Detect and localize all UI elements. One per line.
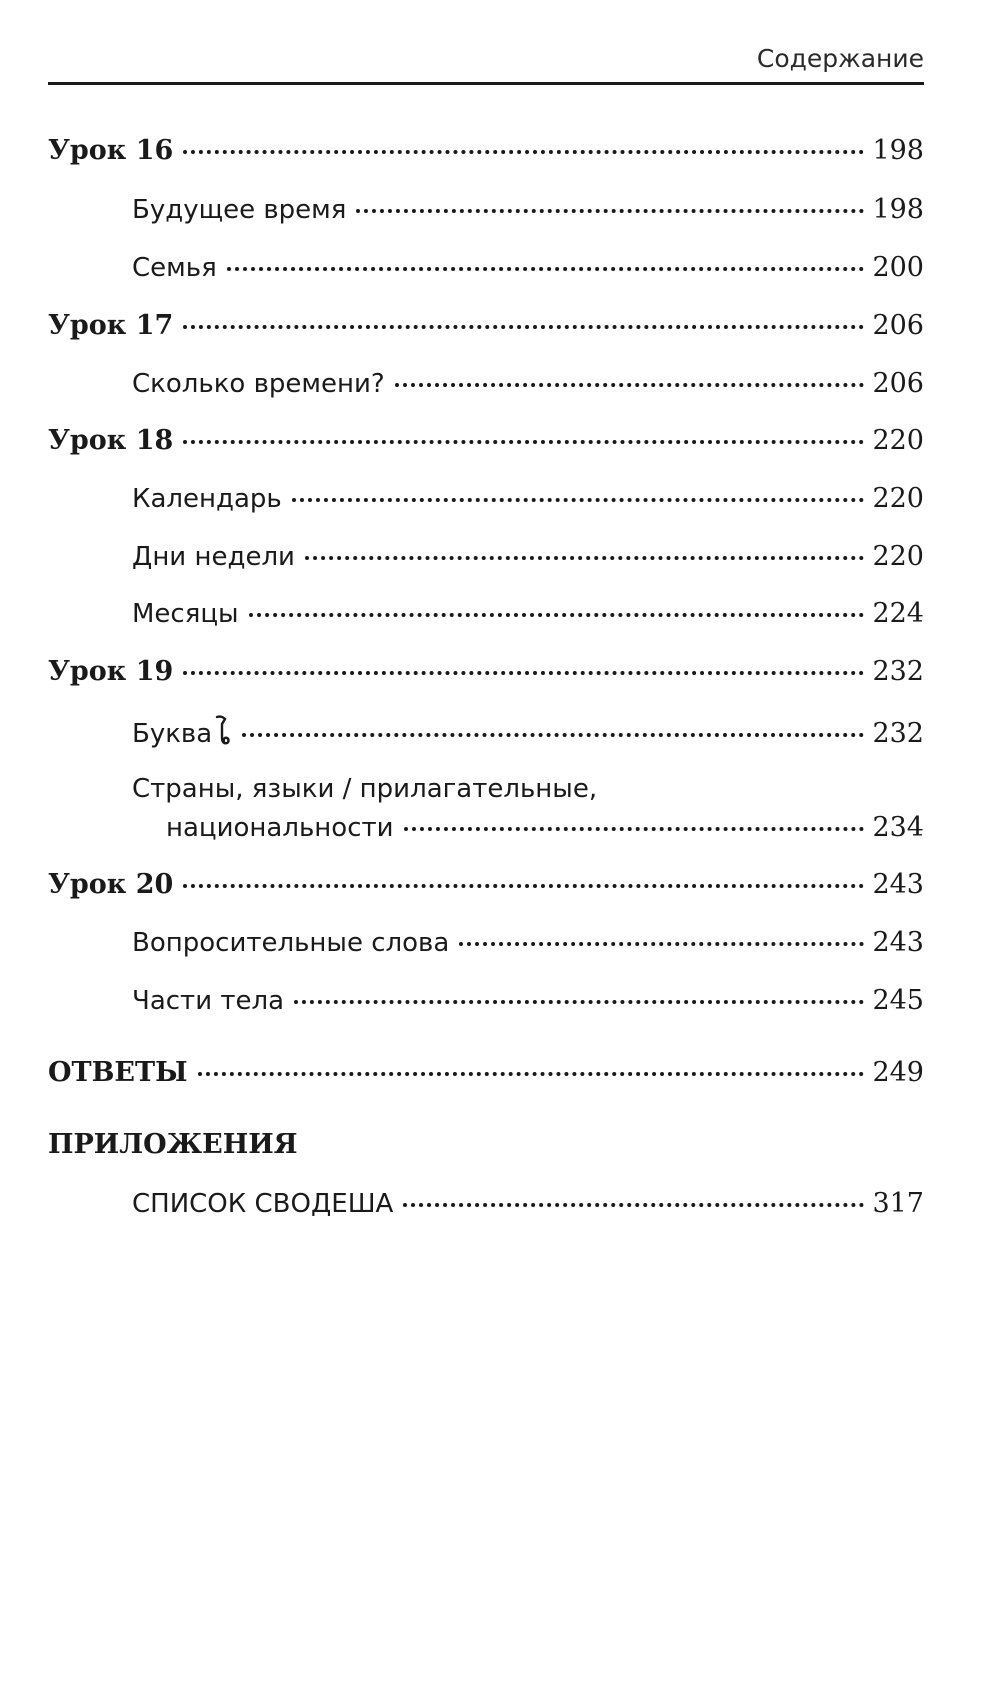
- toc-entry-label: ОТВЕТЫ: [48, 1057, 188, 1088]
- toc-entry-answers[interactable]: [48, 1056, 924, 1090]
- dot-leader: [242, 733, 864, 737]
- toc-entry-page: 243: [872, 869, 924, 900]
- toc-entry-label: национальности: [166, 813, 394, 843]
- dot-leader: [227, 267, 865, 271]
- toc-entry-label: Урок 16: [48, 135, 174, 166]
- toc-section-appendices[interactable]: ПРИЛОЖЕНИЯ: [48, 1129, 298, 1160]
- dot-leader: [404, 827, 865, 831]
- toc-entry-page: 317: [872, 1188, 924, 1219]
- toc-entry-page: 220: [872, 541, 924, 572]
- toc-entry-page: 206: [872, 310, 924, 341]
- toc-entry-page: 220: [872, 425, 924, 456]
- toc-entry-label: Урок 17: [48, 310, 174, 341]
- toc-entry-countries[interactable]: [166, 811, 924, 845]
- toc-entry-lesson-18[interactable]: [48, 424, 924, 458]
- toc-entry-lesson-17[interactable]: [48, 309, 924, 343]
- dot-leader: [183, 884, 864, 888]
- toc-entry-months[interactable]: [132, 597, 924, 631]
- dot-leader: [356, 209, 864, 213]
- dot-leader: [395, 383, 865, 387]
- toc-entry-future-tense[interactable]: [132, 193, 924, 227]
- toc-entry-calendar[interactable]: [132, 482, 924, 516]
- dot-leader: [183, 671, 864, 675]
- toc-entry-page: 220: [872, 483, 924, 514]
- toc-entry-label: Семья: [132, 253, 217, 283]
- toc-entry-question-words[interactable]: [132, 926, 924, 960]
- toc-entry-lesson-20[interactable]: [48, 868, 924, 902]
- toc-entry-weekdays[interactable]: [132, 540, 924, 574]
- toc-entry-label: Вопросительные слова: [132, 928, 450, 958]
- toc-entry-lesson-19[interactable]: [48, 655, 924, 689]
- dot-leader: [305, 556, 864, 560]
- toc-entry-label: Сколько времени?: [132, 369, 385, 399]
- toc-entry-lesson-16[interactable]: [48, 134, 924, 168]
- toc-entry-body-parts[interactable]: [132, 984, 924, 1018]
- toc-entry-page: 234: [872, 812, 924, 843]
- toc-entry-label: Урок 19: [48, 656, 174, 687]
- toc-entry-label: Дни недели: [132, 542, 295, 572]
- dot-leader: [459, 942, 864, 946]
- toc-entry-page: 200: [872, 252, 924, 283]
- toc-entry-page: 232: [872, 656, 924, 687]
- dot-leader: [183, 440, 864, 444]
- toc-entry-label: Календарь: [132, 484, 282, 514]
- dot-leader: [183, 150, 864, 154]
- toc-entry-page: 206: [872, 368, 924, 399]
- toc-entry-page: 224: [872, 598, 924, 629]
- toc-entry-letter[interactable]: [132, 714, 924, 748]
- toc-entry-countries-first-line: Страны, языки / прилагательные,: [132, 774, 598, 804]
- toc-entry-page: 245: [872, 985, 924, 1016]
- dot-leader: [249, 613, 865, 617]
- toc-entry-label: Урок 18: [48, 425, 174, 456]
- toc-entry-page: 198: [872, 135, 924, 166]
- toc-entry-label: [132, 714, 232, 751]
- letter-label-text: Буква: [132, 719, 213, 749]
- toc-entry-page: 243: [872, 927, 924, 958]
- toc-entry-swadesh-list[interactable]: [132, 1187, 924, 1221]
- toc-entry-label: Месяцы: [132, 599, 239, 629]
- toc-entry-label: Урок 20: [48, 869, 174, 900]
- dot-leader: [198, 1072, 865, 1076]
- toc-entry-label: СПИСОК СВОДЕША: [132, 1189, 394, 1219]
- toc-entry-family[interactable]: [132, 251, 924, 285]
- toc-entry-page: 249: [872, 1057, 924, 1088]
- toc-entry-page: 198: [872, 194, 924, 225]
- page-title: Содержание: [756, 44, 924, 73]
- toc-entry-label: Будущее время: [132, 195, 347, 225]
- dot-leader: [292, 498, 865, 502]
- toc-entry-what-time[interactable]: [132, 367, 924, 401]
- toc-entry-label: Части тела: [132, 986, 285, 1016]
- georgian-letter-glyph-icon: [214, 714, 232, 748]
- dot-leader: [183, 325, 864, 329]
- toc-entry-page: 232: [872, 718, 924, 749]
- dot-leader: [294, 1000, 864, 1004]
- dot-leader: [403, 1203, 864, 1207]
